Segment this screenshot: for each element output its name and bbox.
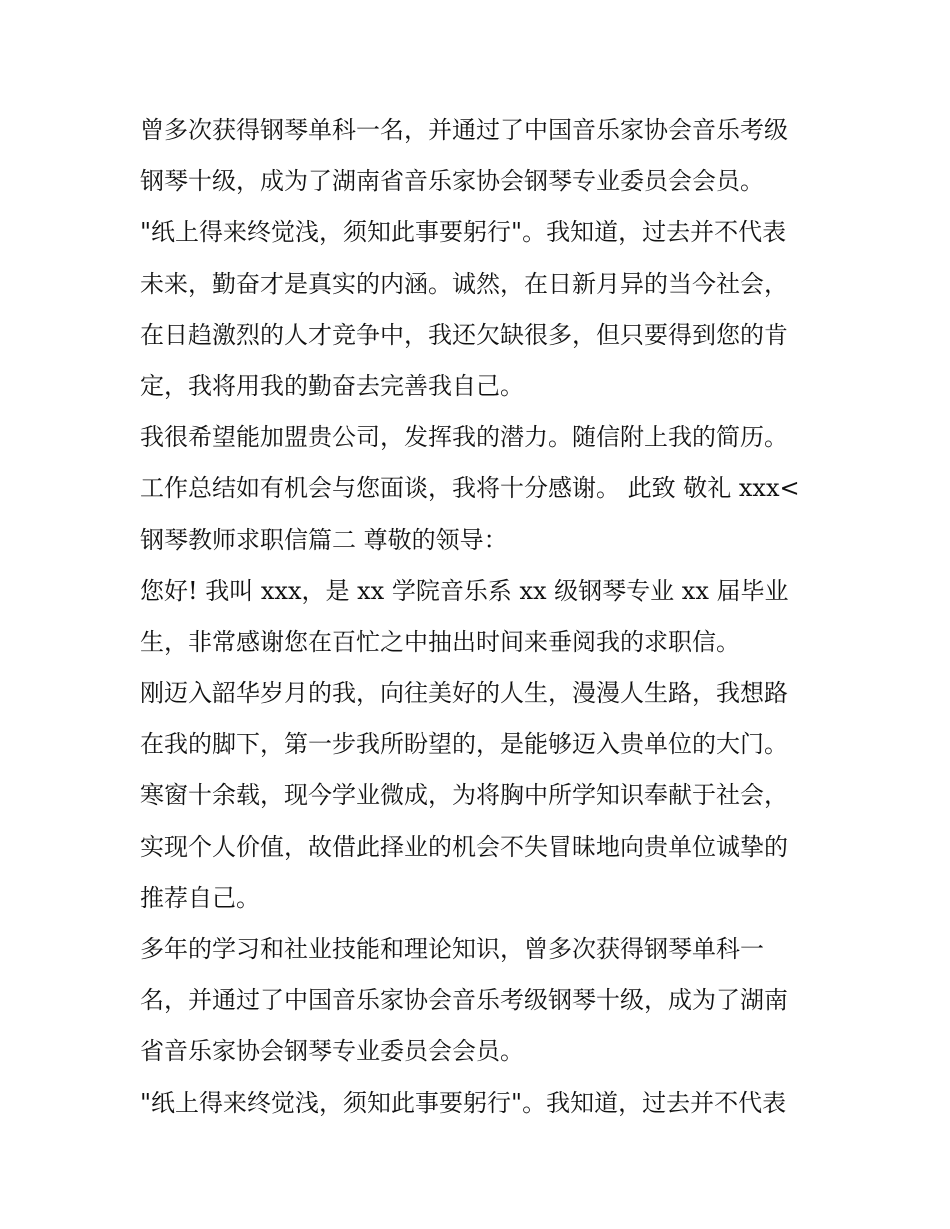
text-line-10: 您好! 我叫 xxx，是 xx 学院音乐系 xx 级钢琴专业 xx 届毕业 xyxy=(140,576,789,605)
text-line-2: 钢琴十级，成为了湖南省音乐家协会钢琴专业委员会会员。 xyxy=(140,167,764,196)
text-line-3: "纸上得来终觉浅，须知此事要躬行"。我知道，过去并不代表 xyxy=(140,218,787,247)
body-text xyxy=(140,105,840,1129)
text-line-14: 寒窗十余载，现今学业微成，为将胸中所学知识奉献于社会， xyxy=(140,781,788,810)
text-line-11: 生，非常感谢您在百忙之中抽出时间来垂阅我的求职信。 xyxy=(140,627,740,656)
text-line-5: 在日趋激烈的人才竞争中，我还欠缺很多，但只要得到您的肯 xyxy=(140,320,788,349)
text-line-6: 定，我将用我的勤奋去完善我自己。 xyxy=(140,371,524,400)
text-line-20: "纸上得来终觉浅，须知此事要躬行"。我知道，过去并不代表 xyxy=(140,1088,787,1117)
text-line-19: 省音乐家协会钢琴专业委员会会员。 xyxy=(140,1037,524,1066)
text-line-13: 在我的脚下，第一步我所盼望的，是能够迈入贵单位的大门。 xyxy=(140,730,788,759)
text-line-18: 名，并通过了中国音乐家协会音乐考级钢琴十级，成为了湖南 xyxy=(140,986,788,1015)
text-line-16: 推荐自己。 xyxy=(140,883,260,912)
text-line-17: 多年的学习和社业技能和理论知识，曾多次获得钢琴单科一 xyxy=(140,935,764,963)
text-line-7: 我很希望能加盟贵公司，发挥我的潜力。随信附上我的简历。 xyxy=(140,423,788,452)
text-line-8: 工作总结如有机会与您面谈，我将十分感谢。 此致 敬礼 xxx< xyxy=(140,474,800,503)
text-line-9: 钢琴教师求职信篇二 尊敬的领导： xyxy=(140,525,508,554)
text-line-4: 未来，勤奋才是真实的内涵。诚然，在日新月异的当今社会， xyxy=(140,269,788,298)
text-line-15: 实现个人价值，故借此择业的机会不失冒昧地向贵单位诚挚的 xyxy=(140,832,788,861)
text-line-1: 曾多次获得钢琴单科一名，并通过了中国音乐家协会音乐考级 xyxy=(140,116,788,144)
text-line-12: 刚迈入韶华岁月的我，向往美好的人生，漫漫人生路，我想路 xyxy=(140,679,788,708)
